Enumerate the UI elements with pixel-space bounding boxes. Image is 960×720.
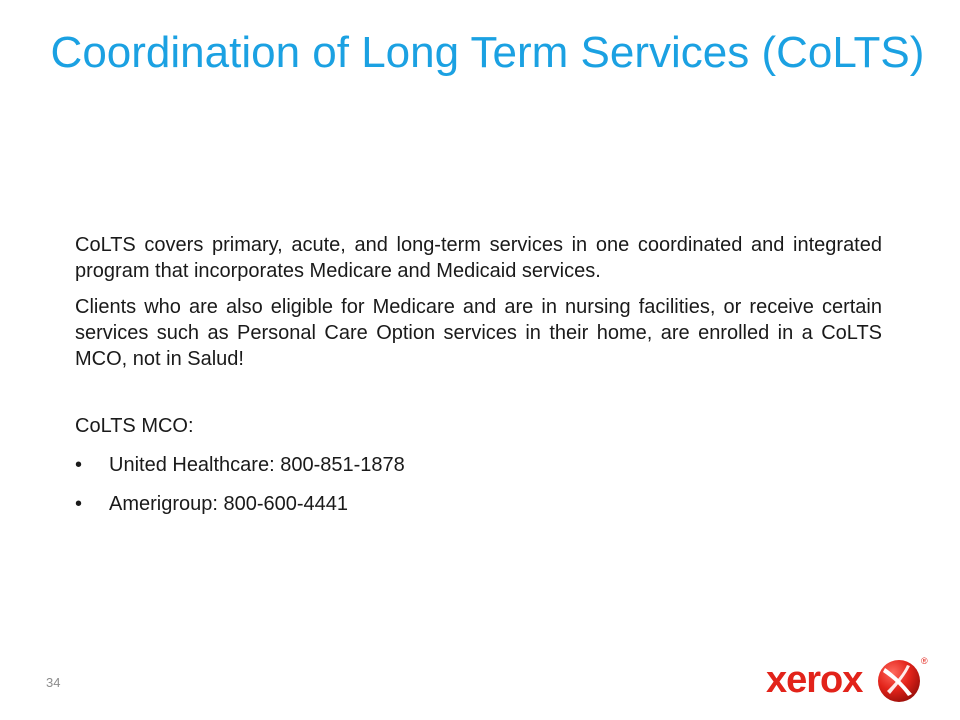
xerox-logo [766,656,934,706]
page-number: 34 [46,675,61,690]
list-item [75,491,882,517]
registered-mark: ® [921,656,928,666]
bullet-icon: • [75,493,83,515]
xerox-sphere-icon [876,658,922,704]
mco-amerigroup: Amerigroup: 800-600-4441 [109,493,349,515]
bullet-icon: • [75,454,83,476]
slide-body [75,232,882,530]
mco-united-healthcare: United Healthcare: 800-851-1878 [109,454,405,476]
list-item [75,452,882,478]
mco-heading: CoLTS MCO: [75,415,194,437]
body-paragraph-1: CoLTS covers primary, acute, and long-term services in one coordinated and integrated program that incorporates Medicare and Medicaid services. [75,234,882,282]
mco-list [75,452,882,517]
slide-title: Coordination of Long Term Services (CoLTS) [50,28,925,77]
logo-wordmark: xerox [766,659,863,701]
body-paragraph-2: Clients who are also eligible for Medicare and are in nursing facilities, or receive certain services such as Personal Care Option services in their home, are enrolled in a CoLTS MCO, not in Salud! [75,296,882,370]
